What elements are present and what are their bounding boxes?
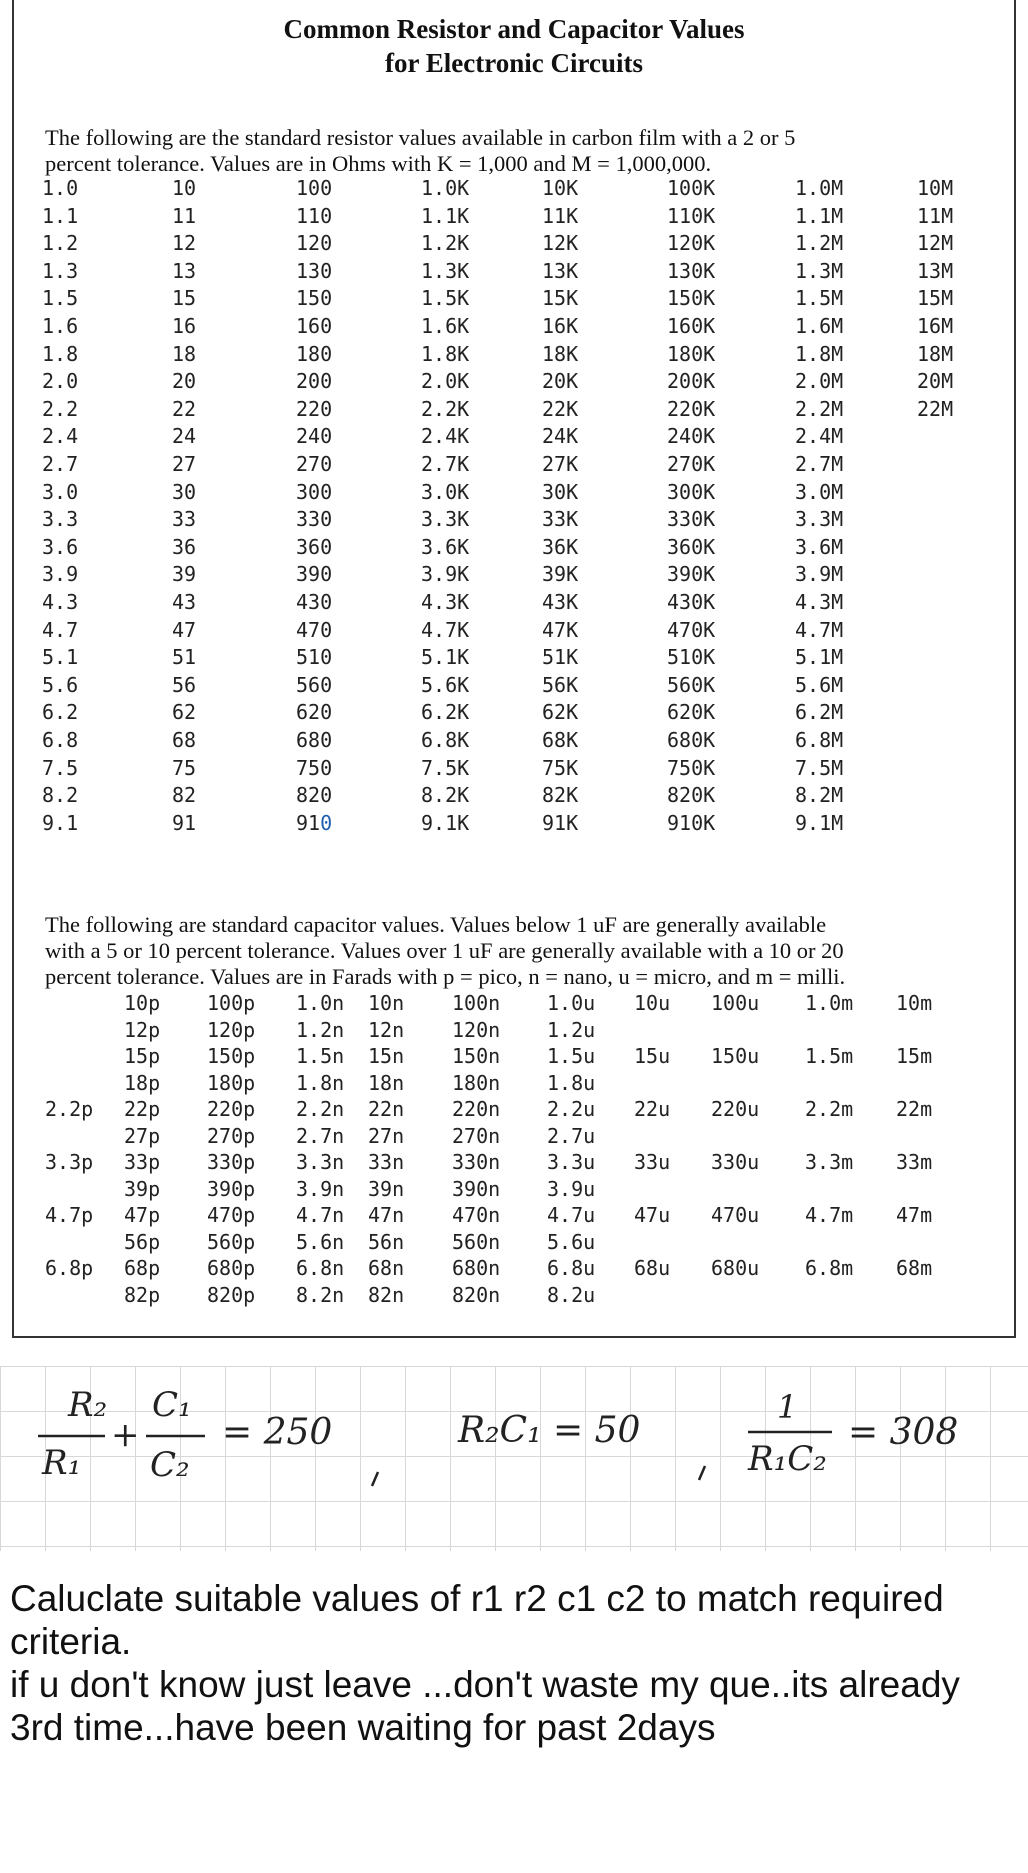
- resistor-cell: 390: [296, 562, 333, 587]
- resistor-cell: 1.1K: [421, 203, 470, 228]
- capacitor-cell: 68u: [634, 1256, 671, 1280]
- capacitor-cell: 10p: [124, 991, 161, 1015]
- resistor-cell: 22: [172, 396, 197, 421]
- resistor-cell: 100K: [667, 176, 716, 200]
- resistor-cell: 200K: [667, 369, 716, 394]
- resistor-cell: 75K: [542, 755, 579, 780]
- resistor-cell: 10: [172, 176, 197, 200]
- capacitor-cell: 10n: [368, 991, 405, 1015]
- resistor-cell: 9.1K: [421, 810, 470, 835]
- resistor-cell: 5.6: [42, 672, 79, 697]
- capacitor-cell: 680n: [452, 1256, 501, 1280]
- capacitor-cell: 6.8m: [805, 1256, 854, 1280]
- capacitor-cell: 68n: [368, 1256, 405, 1280]
- capacitor-cell: 390p: [207, 1176, 256, 1201]
- resistor-cell: 300K: [667, 479, 716, 504]
- resistor-cell: 43: [172, 590, 197, 614]
- resistor-cell: 620: [296, 700, 333, 725]
- resistor-cell: 3.6: [42, 534, 79, 559]
- resistor-cell: 15K: [542, 286, 579, 311]
- resistor-cell: 470K: [667, 617, 716, 642]
- resistor-cell: 7.5K: [421, 755, 470, 780]
- capacitor-cell: 39n: [368, 1176, 405, 1201]
- capacitor-cell: 2.2p: [45, 1097, 94, 1121]
- resistor-cell: 180: [296, 341, 333, 366]
- resistor-cell: 7.5: [42, 755, 79, 780]
- resistor-cell: 240K: [667, 424, 716, 449]
- resistor-cell: 2.7M: [795, 452, 844, 476]
- capacitor-cell: 1.0u: [547, 991, 596, 1015]
- resistor-cell: 510K: [667, 645, 716, 670]
- eq2: R₂C₁ = 50: [458, 1410, 641, 1451]
- resistor-cell: 11K: [542, 203, 579, 228]
- resistor-cell: 9.1M: [795, 810, 844, 835]
- resistor-cell: 20K: [542, 369, 579, 394]
- capacitor-cell: 4.7n: [296, 1203, 345, 1227]
- capacitor-cell: 15m: [896, 1044, 933, 1068]
- capacitor-cell: 10m: [896, 991, 933, 1015]
- capacitor-cell: 3.3p: [45, 1150, 94, 1174]
- resistor-cell: 12M: [917, 231, 954, 256]
- capacitor-cell: 15n: [368, 1044, 405, 1068]
- resistor-cell: 200: [296, 369, 333, 394]
- capacitor-cell: 100n: [452, 991, 501, 1015]
- capacitor-cell: 120p: [207, 1017, 256, 1042]
- resistor-cell: 13K: [542, 258, 579, 283]
- resistor-cell: 5.1M: [795, 645, 844, 670]
- resistor-cell: 56: [172, 672, 197, 697]
- resistor-cell: 6.2: [42, 700, 79, 725]
- resistor-cell: 120K: [667, 231, 716, 256]
- capacitor-cell: 100p: [207, 991, 256, 1015]
- capacitor-cell: 220n: [452, 1097, 501, 1121]
- capacitor-cell: 4.7u: [547, 1203, 596, 1227]
- resistor-cell: 2.0K: [421, 369, 470, 394]
- resistor-cell: 820K: [667, 783, 716, 808]
- capacitor-cell: 220p: [207, 1097, 256, 1121]
- eq3-rhs: = 308: [848, 1412, 959, 1453]
- capacitor-cell: 390n: [452, 1176, 501, 1201]
- eq3-denominator: R₁C₂: [748, 1439, 827, 1479]
- resistor-cell: 1.6M: [795, 314, 844, 338]
- resistor-cell: 4.3: [42, 590, 79, 614]
- resistor-cell: 2.2M: [795, 396, 844, 421]
- capacitor-cell: 2.7n: [296, 1123, 345, 1148]
- capacitor-cell: 27p: [124, 1123, 161, 1148]
- resistor-cell: 15M: [917, 286, 954, 311]
- capacitor-cell: 1.5n: [296, 1044, 345, 1068]
- capacitor-cell: 100u: [711, 991, 760, 1015]
- resistor-cell: 330: [296, 507, 333, 532]
- resistor-cell: 30K: [542, 479, 579, 504]
- capacitor-cell: 27n: [368, 1123, 405, 1148]
- resistor-cell: 22K: [542, 396, 579, 421]
- resistor-cell: 360K: [667, 534, 716, 559]
- capacitor-cell: 18p: [124, 1070, 161, 1095]
- capacitor-cell: 180p: [207, 1070, 256, 1095]
- resistor-cell: 51K: [542, 645, 579, 670]
- resistor-cell: 33: [172, 507, 197, 532]
- resistor-cell: 910: [296, 810, 333, 835]
- resistor-cell: 1.2: [42, 231, 79, 256]
- resistor-cell: 75: [172, 755, 197, 780]
- resistor-cell: 3.6K: [421, 534, 470, 559]
- resistor-cell: 910K: [667, 810, 716, 835]
- capacitor-cell: 1.0m: [805, 991, 854, 1015]
- resistor-cell: 240: [296, 424, 333, 449]
- resistor-cell: 1.1: [42, 203, 79, 228]
- resistor-cell: 1.1M: [795, 203, 844, 228]
- eq1-plus: +: [111, 1415, 140, 1455]
- separator-comma-2: [699, 1466, 705, 1480]
- resistor-cell: 390K: [667, 562, 716, 587]
- capacitor-cell: 56n: [368, 1229, 405, 1254]
- capacitor-cell: 12n: [368, 1017, 405, 1042]
- resistor-cell: 10M: [917, 176, 954, 200]
- resistor-cell: 750: [296, 755, 333, 780]
- capacitor-cell: 6.8p: [45, 1256, 94, 1280]
- resistor-cell: 5.1: [42, 645, 79, 670]
- resistor-cell: 750K: [667, 755, 716, 780]
- capacitor-cell: 33u: [634, 1150, 671, 1174]
- resistor-cell: 470: [296, 617, 333, 642]
- capacitor-cell: 33p: [124, 1150, 161, 1174]
- resistor-cell: 82: [172, 783, 197, 808]
- capacitor-cell: 5.6n: [296, 1229, 345, 1254]
- resistor-cell: 160K: [667, 314, 716, 338]
- resistor-cell: 13M: [917, 258, 954, 283]
- resistor-cell: 33K: [542, 507, 579, 532]
- resistor-cell: 39K: [542, 562, 579, 587]
- capacitor-cell: 82n: [368, 1282, 405, 1307]
- resistor-cell: 51: [172, 645, 197, 670]
- capacitor-cell: 22u: [634, 1097, 671, 1121]
- resistor-cell: 4.3K: [421, 590, 470, 614]
- capacitor-cell: 68m: [896, 1256, 933, 1280]
- resistor-cell: 24: [172, 424, 197, 449]
- capacitor-cell: 120n: [452, 1017, 501, 1042]
- capacitor-cell: 56p: [124, 1229, 161, 1254]
- capacitor-cell: 15u: [634, 1044, 671, 1068]
- capacitor-cell: 560p: [207, 1229, 256, 1254]
- resistor-cell: 36: [172, 534, 197, 559]
- resistor-cell: 1.3M: [795, 258, 844, 283]
- resistor-cell: 220: [296, 396, 333, 421]
- resistor-cell: 3.3: [42, 507, 79, 532]
- capacitor-cell: 82p: [124, 1282, 161, 1307]
- resistor-cell: 2.2K: [421, 396, 470, 421]
- capacitor-cell: 470p: [207, 1203, 256, 1227]
- capacitor-cell: 680p: [207, 1256, 256, 1280]
- eq1-rhs: = 250: [222, 1412, 333, 1453]
- resistor-cell: 1.2K: [421, 231, 470, 256]
- resistor-cell: 160: [296, 314, 333, 338]
- resistor-cell: 3.9M: [795, 562, 844, 587]
- resistor-cell: 82K: [542, 783, 579, 808]
- capacitor-cell: 1.0n: [296, 991, 345, 1015]
- resistor-cell: 100: [296, 176, 333, 200]
- capacitor-cell: 12p: [124, 1017, 161, 1042]
- resistor-cell: 3.6M: [795, 534, 844, 559]
- capacitor-cell: 3.9u: [547, 1176, 596, 1201]
- resistor-cell: 1.0: [42, 176, 79, 200]
- resistor-cell: 5.6K: [421, 672, 470, 697]
- resistor-cell: 91: [172, 810, 197, 835]
- capacitor-cell: 1.2u: [547, 1017, 596, 1042]
- resistor-cell: 2.7: [42, 452, 79, 476]
- resistor-cell: 1.3: [42, 258, 79, 283]
- capacitor-cell: 3.9n: [296, 1176, 345, 1201]
- resistor-cell: 1.5M: [795, 286, 844, 311]
- capacitor-cell: 270p: [207, 1123, 256, 1148]
- capacitor-cell: 1.5u: [547, 1044, 596, 1068]
- resistor-cell: 560: [296, 672, 333, 697]
- resistor-cell: 1.8K: [421, 341, 470, 366]
- capacitor-cell: 2.2u: [547, 1097, 596, 1121]
- resistor-cell: 120: [296, 231, 333, 256]
- resistor-cell: 27K: [542, 452, 579, 476]
- capacitor-cell: 150p: [207, 1044, 256, 1068]
- resistor-cell: 12: [172, 231, 197, 256]
- resistor-cell: 1.2M: [795, 231, 844, 256]
- resistor-cell: 2.0M: [795, 369, 844, 394]
- resistor-cell: 56K: [542, 672, 579, 697]
- capacitor-cell: 15p: [124, 1044, 161, 1068]
- separator-comma-1: [372, 1472, 378, 1486]
- capacitor-cell: 270n: [452, 1123, 501, 1148]
- capacitor-cell: 6.8n: [296, 1256, 345, 1280]
- resistor-cell: 680K: [667, 728, 716, 752]
- capacitor-cell: 470u: [711, 1203, 760, 1227]
- resistor-cell: 3.0K: [421, 479, 470, 504]
- capacitor-cell: 2.2m: [805, 1097, 854, 1121]
- resistor-cell: 39: [172, 562, 197, 587]
- capacitor-cell: 18n: [368, 1070, 405, 1095]
- resistor-cell: 11M: [917, 203, 954, 228]
- resistor-cell: 1.3K: [421, 258, 470, 283]
- doc-title-line2: for Electronic Circuits: [385, 48, 643, 78]
- resistor-cell: 91K: [542, 810, 579, 835]
- resistor-cell: 1.0K: [421, 176, 470, 200]
- resistor-cell: 36K: [542, 534, 579, 559]
- resistor-cell: 2.4M: [795, 424, 844, 449]
- resistor-cell: 6.8K: [421, 728, 470, 752]
- resistor-cell: 8.2K: [421, 783, 470, 808]
- resistor-cell: 9.1: [42, 810, 79, 835]
- resistor-cell: 6.8M: [795, 728, 844, 752]
- resistor-cell: 18K: [542, 341, 579, 366]
- capacitor-cell: 3.3n: [296, 1150, 345, 1174]
- document-frame: [12, 0, 1016, 1338]
- capacitor-cell: 68p: [124, 1256, 161, 1280]
- resistor-cell: 1.5K: [421, 286, 470, 311]
- capacitor-intro-line2: with a 5 or 10 percent tolerance. Values over 1 uF are generally available with a 10 or 20: [45, 938, 844, 963]
- resistor-cell: 62K: [542, 700, 579, 725]
- resistor-cell: 12K: [542, 231, 579, 256]
- capacitor-cell: 220u: [711, 1097, 760, 1121]
- capacitor-cell: 330u: [711, 1150, 760, 1174]
- eq1-numerator-r: R₂: [68, 1385, 108, 1425]
- resistor-cell: 7.5M: [795, 755, 844, 780]
- capacitor-cell: 33m: [896, 1150, 933, 1174]
- resistor-cell: 11: [172, 203, 197, 228]
- resistor-cell: 22M: [917, 396, 954, 421]
- resistor-cell: 27: [172, 452, 197, 476]
- resistor-cell: 300: [296, 479, 333, 504]
- resistor-intro-line2: percent tolerance. Values are in Ohms with K = 1,000 and M = 1,000,000.: [45, 151, 712, 176]
- resistor-cell: 1.8M: [795, 341, 844, 366]
- capacitor-cell: 2.2n: [296, 1097, 345, 1121]
- capacitor-cell: 150u: [711, 1044, 760, 1068]
- resistor-cell: 1.0M: [795, 176, 844, 200]
- resistor-cell: 1.6: [42, 314, 79, 338]
- capacitor-intro-line1: The following are standard capacitor values. Values below 1 uF are generally available: [45, 912, 827, 937]
- resistor-cell: 47: [172, 617, 197, 642]
- capacitor-cell: 680u: [711, 1256, 760, 1280]
- resistor-cell: 560K: [667, 672, 716, 697]
- resistor-cell: 3.0: [42, 479, 79, 504]
- eq1-denominator-c: C₂: [150, 1445, 190, 1485]
- resistor-cell: 18: [172, 341, 197, 366]
- resistor-cell: 68K: [542, 728, 579, 752]
- capacitor-cell: 39p: [124, 1176, 161, 1201]
- capacitor-cell: 4.7p: [45, 1203, 94, 1227]
- capacitor-cell: 820n: [452, 1282, 501, 1307]
- resistor-cell: 16K: [542, 314, 579, 338]
- resistor-cell: 10K: [542, 176, 579, 200]
- resistor-cell: 2.7K: [421, 452, 470, 476]
- capacitor-cell: 150n: [452, 1044, 501, 1068]
- resistor-cell: 15: [172, 286, 197, 311]
- capacitor-cell: 22n: [368, 1097, 405, 1121]
- resistor-cell: 1.8: [42, 341, 79, 366]
- resistor-cell: 18M: [917, 341, 954, 366]
- capacitor-cell: 33n: [368, 1150, 405, 1174]
- resistor-cell: 4.3M: [795, 590, 844, 614]
- capacitor-cell: 47p: [124, 1203, 161, 1227]
- resistor-cell: 24K: [542, 424, 579, 449]
- resistor-cell: 430K: [667, 590, 716, 614]
- resistor-cell: 5.1K: [421, 645, 470, 670]
- resistor-cell: 16: [172, 314, 197, 338]
- resistor-cell: 68: [172, 728, 197, 752]
- question-text: Caluclate suitable values of r1 r2 c1 c2 to match required criteria. if u don't know just leave ...don't waste my que..its already 3rd time...have been waiting for past 2days: [10, 1578, 960, 1748]
- capacitor-cell: 5.6u: [547, 1229, 596, 1254]
- resistor-cell: 8.2: [42, 783, 79, 808]
- eq1-denominator-r: R₁: [42, 1443, 82, 1483]
- capacitor-cell: 10u: [634, 991, 671, 1015]
- capacitor-cell: 3.3m: [805, 1150, 854, 1174]
- resistor-cell: 4.7M: [795, 617, 844, 642]
- capacitor-cell: 180n: [452, 1070, 501, 1095]
- resistor-cell: 6.8: [42, 728, 79, 752]
- capacitor-cell: 8.2u: [547, 1282, 596, 1307]
- resistor-cell: 1.6K: [421, 314, 470, 338]
- resistor-cell: 130: [296, 258, 333, 283]
- resistor-cell: 5.6M: [795, 672, 844, 697]
- resistor-cell: 330K: [667, 507, 716, 532]
- resistor-intro-line1: The following are the standard resistor values available in carbon film with a 2 or 5: [45, 125, 796, 150]
- resistor-cell: 13: [172, 258, 197, 283]
- resistor-cell: 4.7K: [421, 617, 470, 642]
- resistor-cell: 3.3M: [795, 507, 844, 532]
- resistor-cell: 20: [172, 369, 197, 394]
- capacitor-cell: 1.8u: [547, 1070, 596, 1095]
- capacitor-cell: 330p: [207, 1150, 256, 1174]
- resistor-cell: 3.0M: [795, 479, 844, 504]
- capacitor-cell: 330n: [452, 1150, 501, 1174]
- resistor-cell: 270: [296, 452, 333, 476]
- resistor-cell: 180K: [667, 341, 716, 366]
- resistor-cell: 130K: [667, 258, 716, 283]
- capacitor-cell: 8.2n: [296, 1282, 345, 1307]
- resistor-cell: 2.2: [42, 396, 79, 421]
- resistor-cell: 3.9: [42, 562, 79, 587]
- resistor-cell: 620K: [667, 700, 716, 725]
- resistor-cell: 6.2K: [421, 700, 470, 725]
- resistor-cell: 4.7: [42, 617, 79, 642]
- resistor-cell: 6.2M: [795, 700, 844, 725]
- capacitor-cell: 3.3u: [547, 1150, 596, 1174]
- resistor-cell: 510: [296, 645, 333, 670]
- resistor-cell: 20M: [917, 369, 954, 394]
- resistor-cell: 430: [296, 590, 333, 614]
- capacitor-cell: 22m: [896, 1097, 933, 1121]
- capacitor-cell: 22p: [124, 1097, 161, 1121]
- resistor-cell: 8.2M: [795, 783, 844, 808]
- resistor-cell: 2.4K: [421, 424, 470, 449]
- resistor-cell: 110K: [667, 203, 716, 228]
- resistor-cell: 47K: [542, 617, 579, 642]
- resistor-cell: 30: [172, 479, 197, 504]
- resistor-cell: 150K: [667, 286, 716, 311]
- resistor-cell: 3.9K: [421, 562, 470, 587]
- eq1-numerator-c: C₁: [152, 1385, 192, 1425]
- capacitor-intro-line3: percent tolerance. Values are in Farads with p = pico, n = nano, u = micro, and m = milli.: [45, 964, 846, 989]
- capacitor-cell: 1.2n: [296, 1017, 345, 1042]
- handwritten-equations: [0, 1366, 1028, 1551]
- capacitor-cell: 1.5m: [805, 1044, 854, 1068]
- capacitor-cell: 47m: [896, 1203, 933, 1227]
- capacitor-cell: 47n: [368, 1203, 405, 1227]
- resistor-cell: 360: [296, 534, 333, 559]
- resistor-cell: 680: [296, 728, 333, 752]
- capacitor-cell: 6.8u: [547, 1256, 596, 1280]
- resistor-cell: 150: [296, 286, 333, 311]
- resistor-cell: 220K: [667, 396, 716, 421]
- doc-title-line1: Common Resistor and Capacitor Values: [283, 14, 745, 44]
- resistor-cell: 2.4: [42, 424, 79, 449]
- resistor-cell: 3.3K: [421, 507, 470, 532]
- capacitor-cell: 470n: [452, 1203, 501, 1227]
- eq3-numerator: 1: [777, 1388, 798, 1426]
- resistor-cell: 820: [296, 783, 333, 808]
- capacitor-cell: 1.8n: [296, 1070, 345, 1095]
- resistor-cell: 2.0: [42, 369, 79, 394]
- capacitor-cell: 47u: [634, 1203, 671, 1227]
- capacitor-cell: 560n: [452, 1229, 501, 1254]
- resistor-cell: 16M: [917, 314, 954, 338]
- capacitor-cell: 820p: [207, 1282, 256, 1307]
- resistor-cell: 62: [172, 700, 197, 725]
- capacitor-cell: 4.7m: [805, 1203, 854, 1227]
- resistor-cell: 43K: [542, 590, 579, 614]
- resistor-cell: 110: [296, 203, 333, 228]
- resistor-cell: 1.5: [42, 286, 79, 311]
- capacitor-cell: 2.7u: [547, 1123, 596, 1148]
- resistor-cell: 270K: [667, 452, 716, 476]
